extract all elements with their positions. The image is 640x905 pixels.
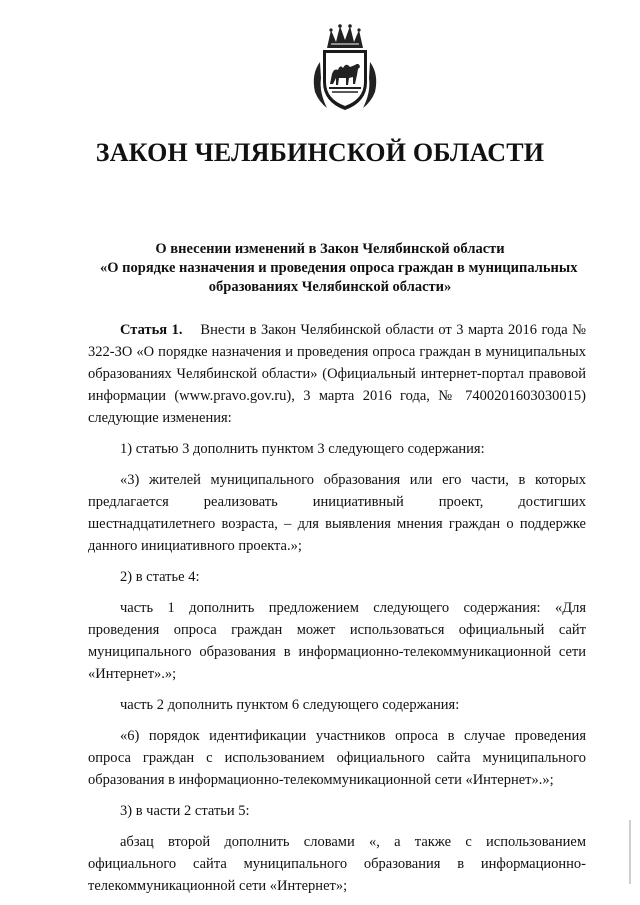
- subtitle-line: «О порядке назначения и проведения опроса граждан в муниципальных: [100, 260, 578, 276]
- document-subtitle: [100, 240, 578, 297]
- body-paragraph: часть 2 дополнить пунктом 6 следующего содержания:: [120, 697, 460, 713]
- body-paragraph: абзац второй дополнить словами «, а также с использованием официального сайта муниципального образования в информационно-телекоммуникационной сети «Интернет»;: [88, 834, 586, 894]
- coat-of-arms-icon: [305, 22, 385, 114]
- article-text: Внести в Закон Челябинской области от 3 марта 2016 года № 322-ЗО «О порядке назначения и проведения опроса граждан в муниципальных образованиях Челябинской области» (Официальный интернет-портал правовой информации (www.pravo.gov.ru), 3 марта 2016 года, № 7400201603030015) следующие изменения:: [88, 322, 587, 426]
- body-paragraph: «3) жителей муниципального образования или его части, в которых предлагается реализовать инициативный проект, достигших шестнадцатилетнего возраста, – для выявления мнения граждан о поддержке данного инициативного проекта.»;: [88, 472, 586, 554]
- body-paragraph: часть 1 дополнить предложением следующего содержания: «Для проведения опроса граждан может использоваться официальный сайт муниципального образования в информационно-телекоммуникационной сети «Интернет».»;: [88, 600, 586, 682]
- article-label: Статья 1.: [120, 322, 183, 338]
- scan-edge-mark: [629, 820, 631, 884]
- body-paragraph: «6) порядок идентификации участников опроса в случае проведения опроса граждан с использованием официального сайта муниципального образования в информационно-телекоммуникационной сети «Интернет».»;: [88, 728, 586, 788]
- subtitle-line: О внесении изменений в Закон Челябинской области: [155, 241, 505, 257]
- document-title: ЗАКОН ЧЕЛЯБИНСКОЙ ОБЛАСТИ: [95, 138, 545, 167]
- document-body: [88, 319, 586, 897]
- body-paragraph: 1) статью 3 дополнить пунктом 3 следующего содержания:: [120, 441, 485, 457]
- body-paragraph: 3) в части 2 статьи 5:: [120, 803, 250, 819]
- body-paragraph: 2) в статье 4:: [120, 569, 200, 585]
- article-1-paragraph: [88, 319, 586, 429]
- subtitle-line: образованиях Челябинской области»: [208, 279, 452, 295]
